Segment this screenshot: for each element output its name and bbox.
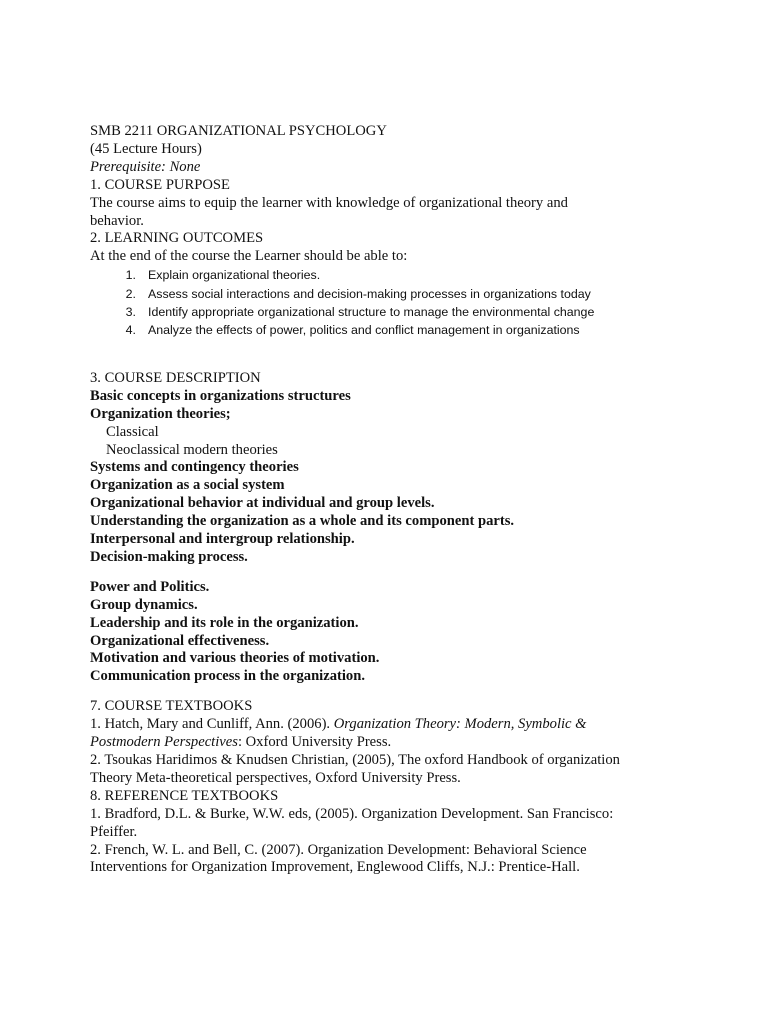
list-text: Identify appropriate organizational structure to manage the environmental change bbox=[148, 305, 595, 320]
description-topic: Power and Politics. bbox=[90, 578, 210, 595]
description-topic: Understanding the organization as a whole and its component parts. bbox=[90, 513, 515, 530]
description-topic: Group dynamics. bbox=[90, 596, 198, 613]
description-topic: Organizational effectiveness. bbox=[90, 632, 270, 649]
list-text: Assess social interactions and decision-making processes in organizations today bbox=[148, 286, 591, 301]
textbook-authors: 1. Hatch, Mary and Cunliff, Ann. (2006). bbox=[90, 716, 334, 733]
list-item bbox=[90, 266, 620, 284]
references-heading: 8. REFERENCE TEXTBOOKS bbox=[90, 787, 279, 804]
list-item bbox=[90, 321, 620, 339]
outcomes-intro: At the end of the course the Learner should be able to: bbox=[90, 248, 408, 265]
textbooks-heading: 7. COURSE TEXTBOOKS bbox=[90, 698, 253, 715]
description-topic: Basic concepts in organizations structures bbox=[90, 387, 351, 404]
document-page bbox=[90, 123, 620, 877]
spacer bbox=[90, 686, 620, 698]
textbook-title: Organization Theory: Modern, Symbolic & Postmodern Perspectives bbox=[90, 716, 587, 751]
purpose-heading: 1. COURSE PURPOSE bbox=[90, 176, 230, 193]
description-topic: Organization as a social system bbox=[90, 477, 285, 494]
outcomes-list bbox=[90, 266, 620, 340]
list-text: Explain organizational theories. bbox=[148, 268, 321, 283]
spacer bbox=[90, 567, 620, 579]
purpose-text: The course aims to equip the learner with knowledge of organizational theory and behavior. bbox=[90, 194, 568, 229]
description-topic: Decision-making process. bbox=[90, 548, 248, 565]
list-number: 4. bbox=[125, 323, 136, 338]
course-title: SMB 2211 ORGANIZATIONAL PSYCHOLOGY bbox=[90, 123, 387, 139]
lecture-hours: (45 Lecture Hours) bbox=[90, 140, 202, 157]
textbook-entry bbox=[90, 716, 620, 752]
description-topic: Leadership and its role in the organization. bbox=[90, 614, 359, 631]
description-topic: Systems and contingency theories bbox=[90, 459, 299, 476]
list-item bbox=[90, 303, 620, 321]
spacer bbox=[90, 340, 620, 370]
outcomes-heading: 2. LEARNING OUTCOMES bbox=[90, 230, 264, 247]
reference-entry: 1. Bradford, D.L. & Burke, W.W. eds, (2005). Organization Development. San Francisco: Pfeiffer. bbox=[90, 805, 614, 840]
description-topic: Motivation and various theories of motivation. bbox=[90, 650, 380, 667]
description-subtopic: Classical bbox=[106, 423, 159, 440]
description-topic: Interpersonal and intergroup relationship. bbox=[90, 531, 355, 548]
description-heading: 3. COURSE DESCRIPTION bbox=[90, 369, 261, 386]
description-topic: Organizational behavior at individual and group levels. bbox=[90, 495, 435, 512]
description-topic: Communication process in the organization. bbox=[90, 668, 365, 685]
textbook-publisher: : Oxford University Press. bbox=[237, 734, 392, 751]
textbook-entry: 2. Tsoukas Haridimos & Knudsen Christian, (2005), The oxford Handbook of organization Theory Meta-theoretical perspectives, Oxford University Press. bbox=[90, 752, 620, 786]
reference-entry: 2. French, W. L. and Bell, C. (2007). Organization Development: Behavioral Science Interventions for Organization Improvement, Englewood Cliffs, N.J.: Prentice-Hall. bbox=[90, 841, 587, 876]
list-text: Analyze the effects of power, politics and conflict management in organizations bbox=[148, 323, 580, 338]
description-subtopic: Neoclassical modern theories bbox=[106, 441, 278, 458]
list-item bbox=[90, 285, 620, 303]
prerequisite: Prerequisite: None bbox=[90, 158, 201, 175]
list-number: 2. bbox=[125, 286, 136, 301]
list-number: 3. bbox=[125, 305, 136, 320]
description-topic: Organization theories; bbox=[90, 405, 231, 422]
list-number: 1. bbox=[125, 268, 136, 283]
